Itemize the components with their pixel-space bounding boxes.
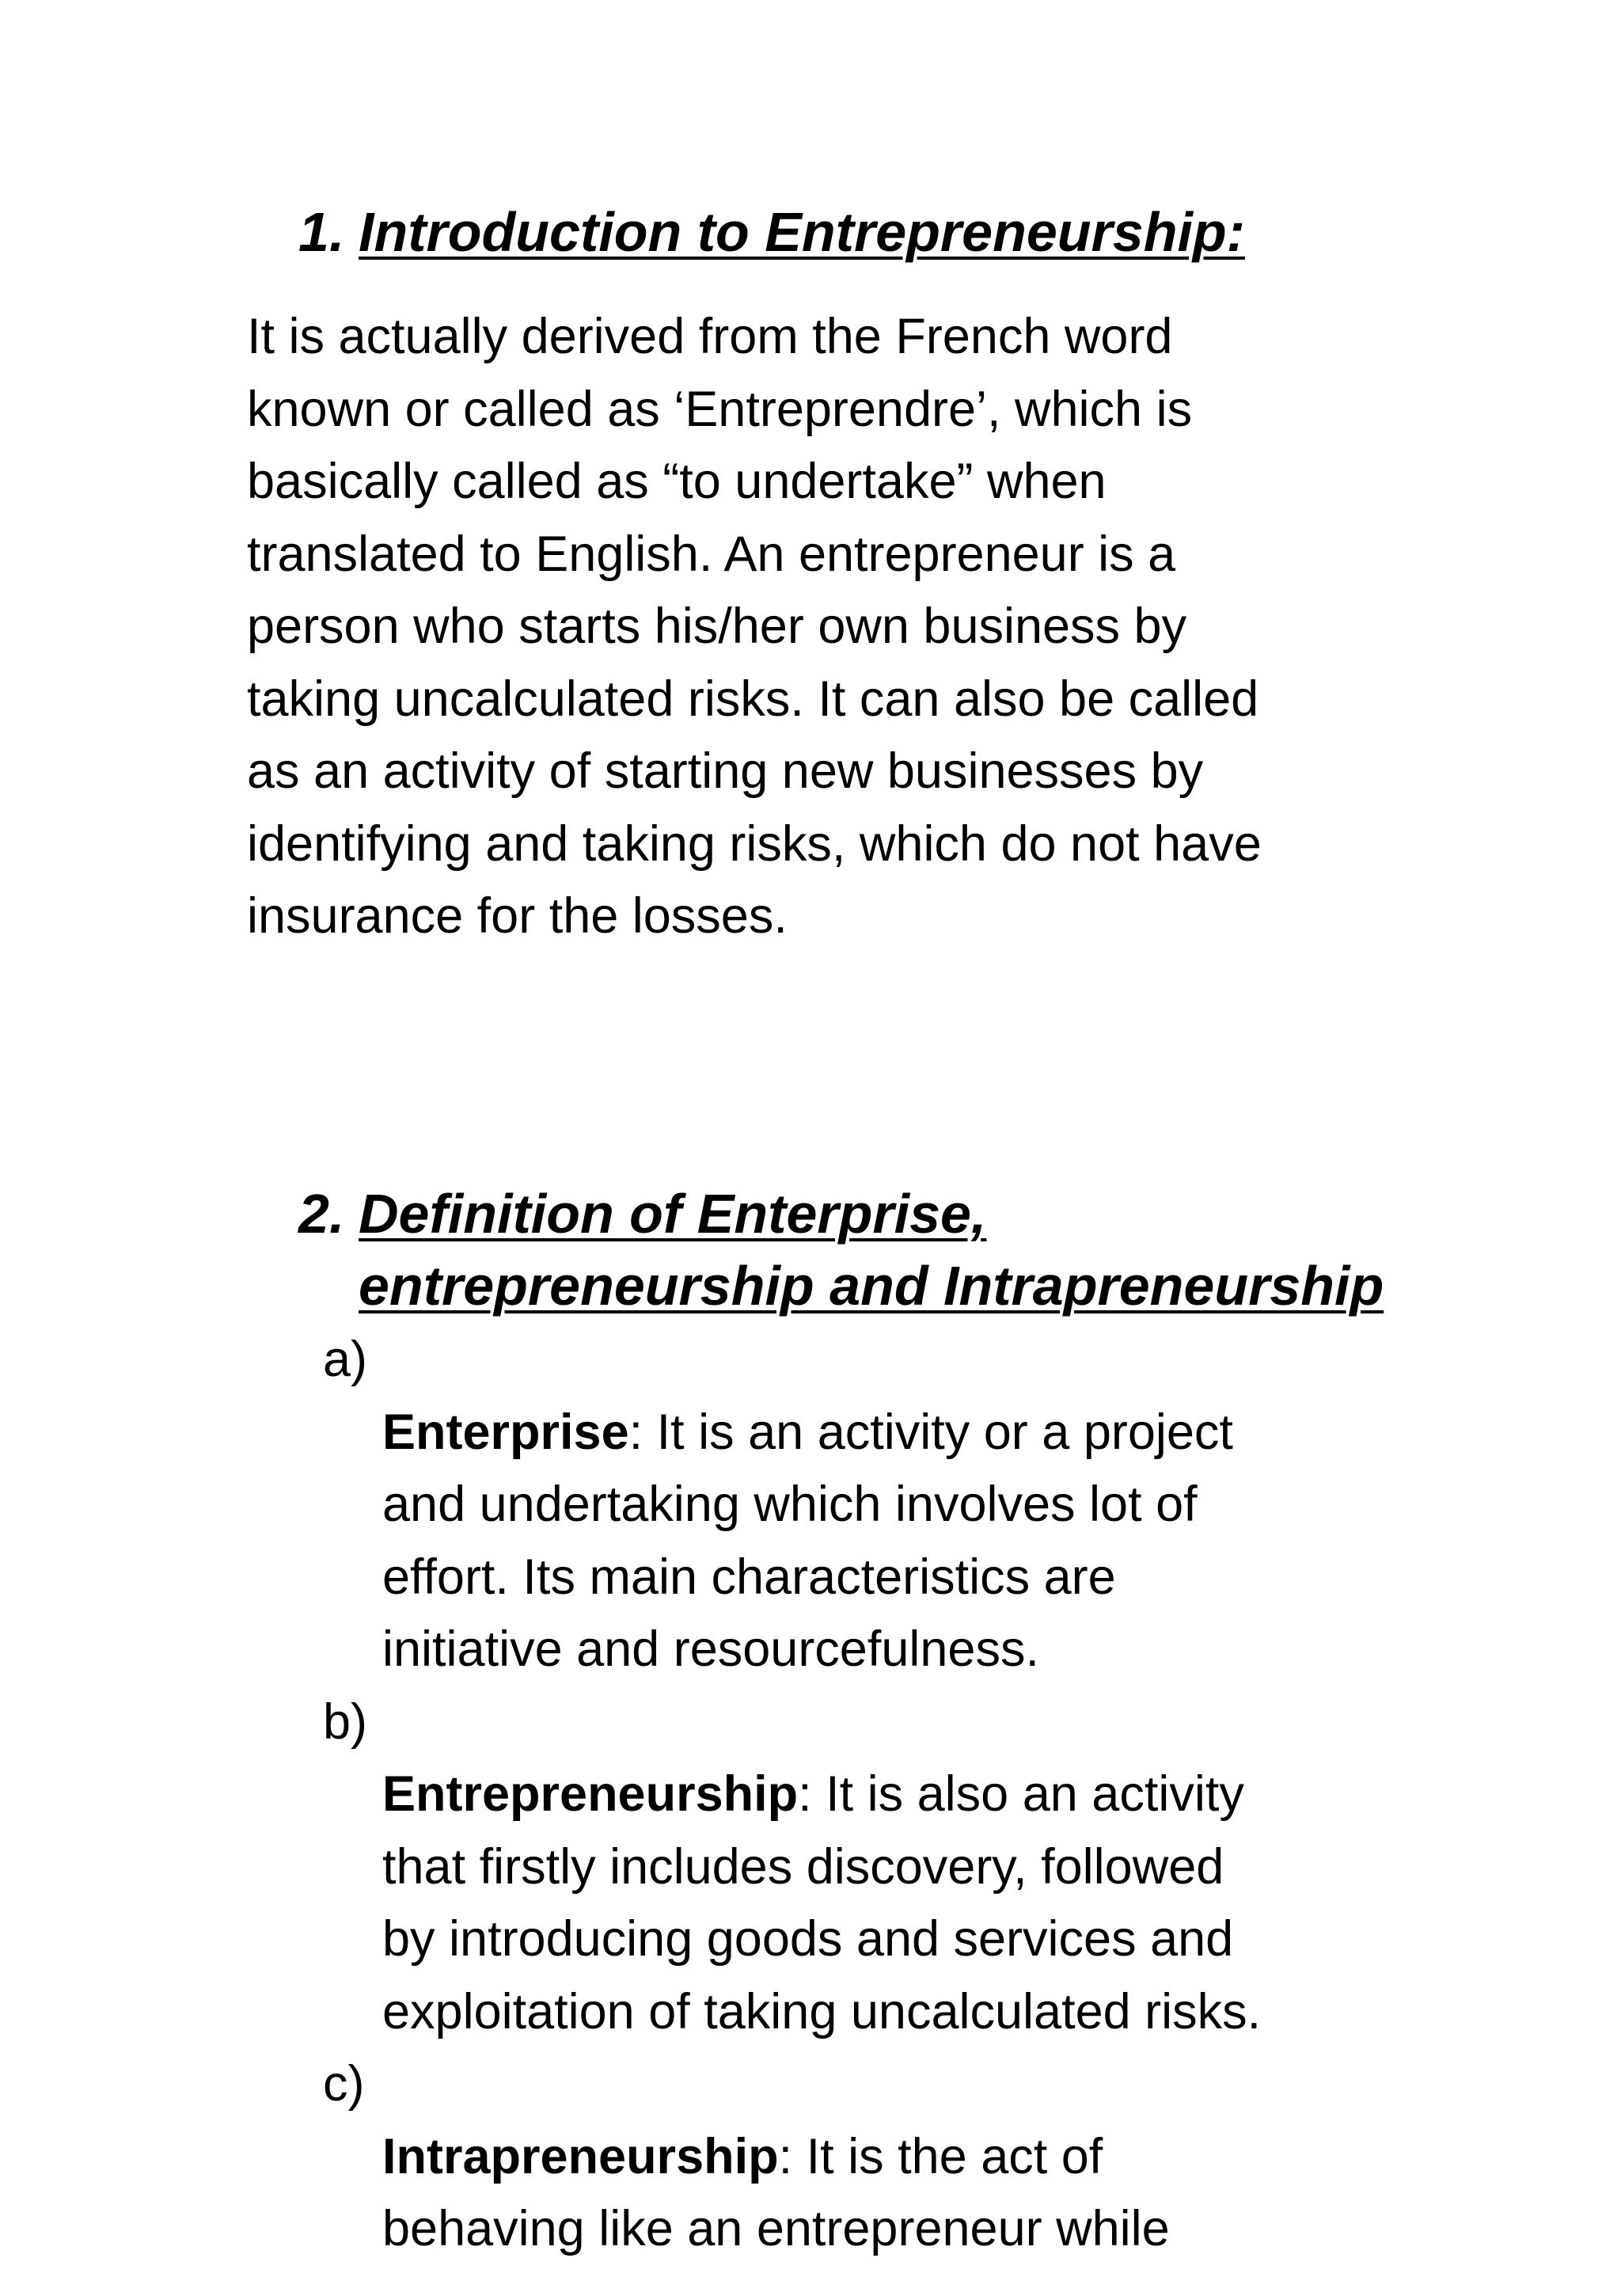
definition-text: : It is an activity or a project and undertaking which involves lot of effort. Its main characteristics are initiative and resourcefulness. bbox=[382, 1404, 1233, 1677]
list-marker: b) bbox=[323, 1693, 368, 1750]
section-1-paragraph: It is actually derived from the French word known or called as ‘Entreprendre’, which is basically called as “to undertake” when translated to English. An entrepreneur is a person who starts his/her own business by taking uncalculated risks. It can also be called as an activity of starting new businesses by identifying and taking risks, which do not have insurance for the losses. bbox=[247, 309, 1262, 944]
list-marker: a) bbox=[323, 1332, 368, 1387]
definition-text: : It is also an activity that firstly includes discovery, followed by introducing goods and services and exploitation of taking uncalculated risks. bbox=[382, 1766, 1262, 2039]
section-2-number: 2. bbox=[298, 1183, 345, 1245]
section-2-heading bbox=[298, 1178, 1407, 1329]
section-2-title: Definition of Enterprise, entrepreneurship and Intrapreneurship bbox=[359, 1183, 1384, 1317]
definition-item-entrepreneurship bbox=[323, 1686, 1447, 2049]
definition-term: Entrepreneurship bbox=[382, 1766, 799, 1822]
definition-item-intrapreneurship bbox=[323, 2048, 1447, 2266]
section-1-title: Introduction to Entrepreneurship: bbox=[359, 201, 1245, 263]
section-1-heading bbox=[298, 196, 1407, 272]
definition-list bbox=[323, 1324, 1447, 2266]
definition-item-enterprise bbox=[323, 1324, 1447, 1686]
definition-term: Enterprise bbox=[382, 1404, 629, 1460]
list-marker: c) bbox=[323, 2056, 365, 2112]
definition-term: Intrapreneurship bbox=[382, 2128, 779, 2184]
definition-text: : It is the act of behaving like an entrepreneur while bbox=[382, 2128, 1170, 2256]
section-1-number: 1. bbox=[298, 201, 345, 263]
